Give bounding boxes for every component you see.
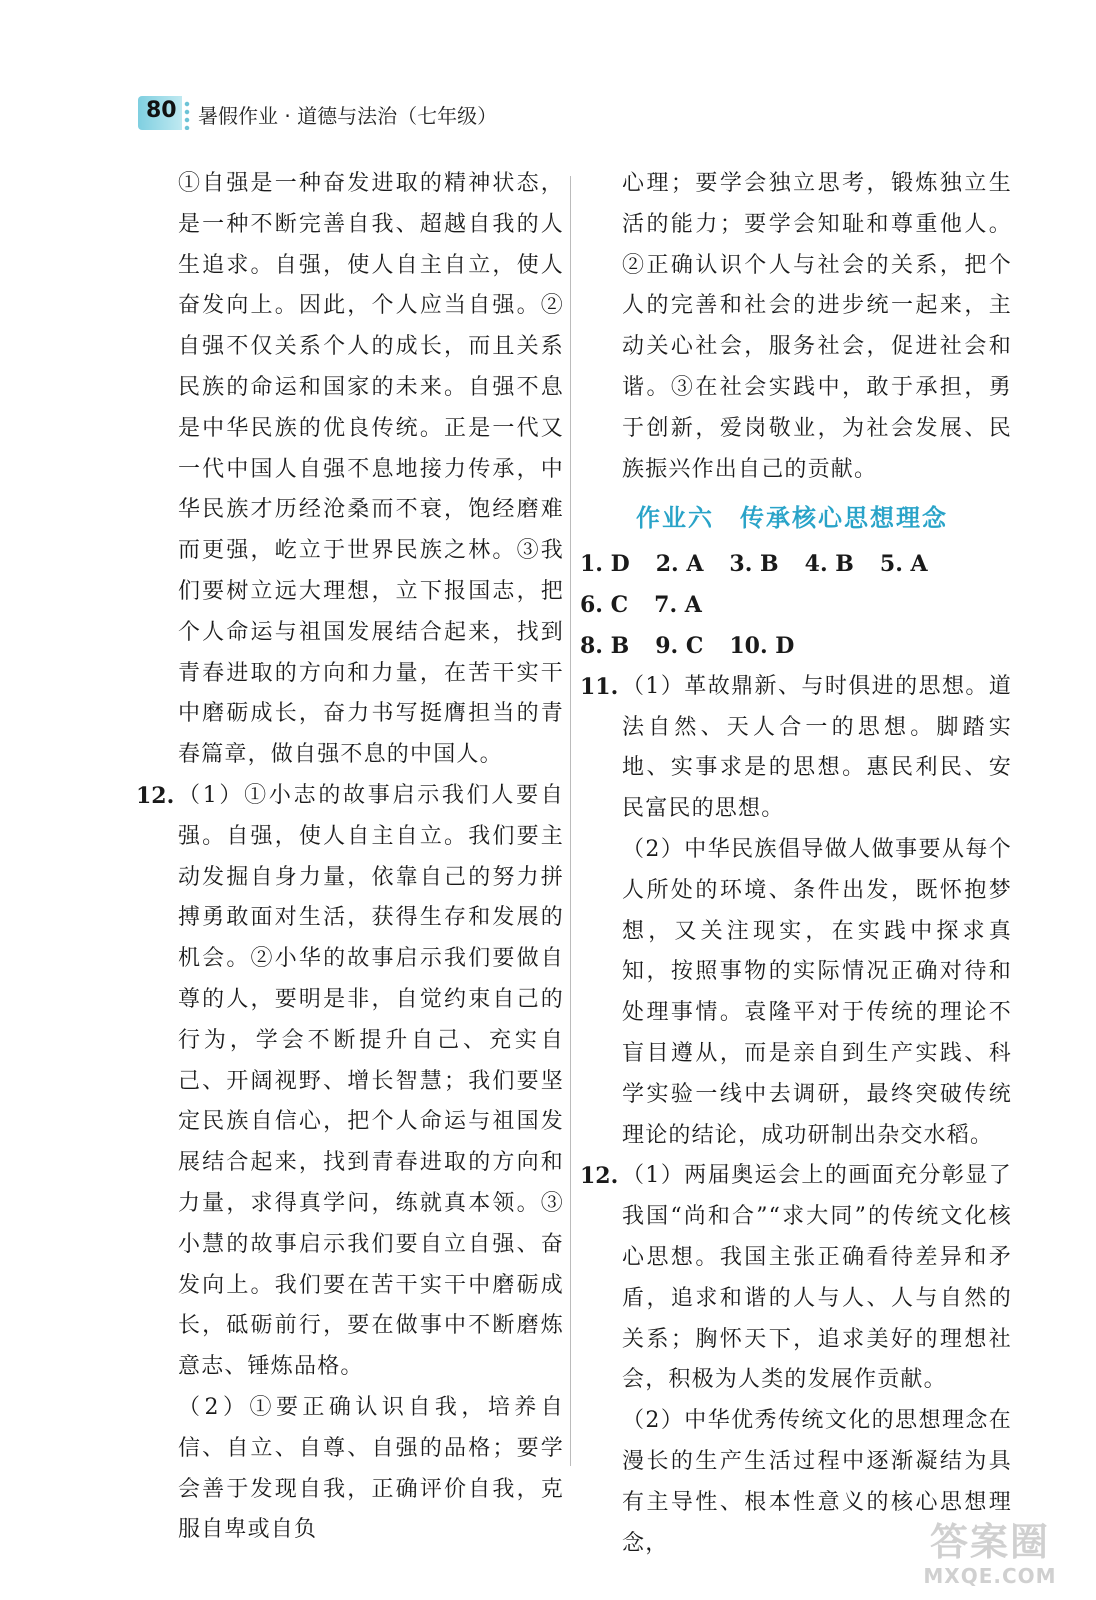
right-question-11	[580, 667, 1012, 830]
q12-part2-text: （2）①要正确认识自我，培养自信、自立、自尊、自强的品格；要学会善于发现自我，正确评价自我，克服自卑或自负	[178, 1394, 564, 1543]
left-intro-paragraph: ①自强是一种奋发进取的精神状态，是一种不断完善自我、超越自我的人生追求。自强，使人自主自立，使人奋发向上。因此，个人应当自强。②自强不仅关系个人的成长，而且关系民族的命运和国家的未来。自强不息是中华民族的优良传统。正是一代又一代中国人自强不息地接力传承，中华民族才历经沧桑而不衰，饱经磨难而更强，屹立于世界民族之林。③我们要树立远大理想，立下报国志，把个人命运与祖国发展结合起来，找到青春进取的方向和力量，在苦干实干中磨砺成长，奋力书写挺膺担当的青春篇章，做自强不息的中国人。	[178, 171, 564, 768]
page-header	[138, 88, 638, 134]
q11-part1-text: （1）革故鼎新、与时俱进的思想。道法自然、天人合一的思想。脚踏实地、实事求是的思想。惠民利民、安民富民的思想。	[622, 673, 1012, 822]
q12-part1-text: （1）①小志的故事启示我们人要自强。自强，使人自主自立。我们要主动发掘自身力量，依靠自己的努力拼搏勇敢面对生活，获得生存和发展的机会。②小华的故事启示我们要做自尊的人，要明是非，自觉约束自己的行为，学会不断提升自己、充实自己、开阔视野、增长智慧；我们要坚定民族自信心，把个人命运与祖国发展结合起来，找到青春进取的方向和力量，求得真学问，练就真本领。③小慧的故事启示我们要自立自强、奋发向上。我们要在苦干实干中磨砺成长，砥砺前行，要在做事中不断磨炼意志、锤炼品格。	[178, 782, 564, 1380]
book-title: 暑假作业 · 道德与法治（七年级）	[198, 104, 498, 128]
right-continuation-paragraph: 心理；要学会独立思考，锻炼独立生活的能力；要学会知耻和尊重他人。②正确认识个人与社会的关系，把个人的完善和社会的进步统一起来，主动关心社会，服务社会，促进社会和谐。③在社会实践中，敢于承担，勇于创新，爱岗敬业，为社会发展、民族振兴作出自己的贡献。	[622, 171, 1012, 482]
answer: 2. A	[655, 551, 704, 578]
dotted-divider	[182, 100, 192, 130]
answer: 9. C	[655, 632, 704, 659]
section-title: 作业六 传承核心思想理念	[636, 504, 948, 533]
site-watermark	[910, 1520, 1070, 1590]
answer: 7. A	[654, 592, 702, 619]
right-question-12	[580, 1156, 1012, 1401]
left-column	[136, 164, 564, 1551]
right-q12-part2-text: （2）中华优秀传统文化的思想理念在漫长的生产生活过程中逐渐凝结为具有主导性、根本性意义的核心思想理念，	[622, 1408, 1012, 1556]
right-q12-part1-text: （1）两届奥运会上的画面充分彰显了我国“尚和合”“求大同”的传统文化核心思想。我国主张正确看待差异和矛盾，追求和谐的人与人、人与自然的关系；胸怀天下，追求美好的理想社会，积极为人类的发展作贡献。	[622, 1163, 1012, 1393]
answers-row-1	[580, 544, 1012, 626]
page-number: 80	[146, 98, 177, 123]
answer: 4. B	[804, 551, 854, 578]
watermark-url: MXQE.COM	[923, 1564, 1057, 1588]
answer: 8. B	[580, 632, 630, 659]
question-number: 12.	[580, 1163, 619, 1190]
question-number: 11.	[580, 673, 619, 700]
answer: 1. D	[580, 551, 630, 578]
answer: 10. D	[729, 632, 795, 659]
q11-part2-text: （2）中华民族倡导做人做事要从每个人所处的环境、条件出发，既怀抱梦想，又关注现实，在实践中探求真知，按照事物的实际情况正确对待和处理事情。袁隆平对于传统的理论不盲目遵从，而是亲自到生产实践、科学实验一线中去调研，最终突破传统理论的结论，成功研制出杂交水稻。	[622, 836, 1012, 1148]
left-question-12	[136, 776, 564, 1388]
answers-row-2	[580, 626, 1012, 667]
column-divider	[570, 176, 571, 1466]
question-number: 12.	[136, 782, 175, 809]
answer: 5. A	[879, 551, 928, 578]
watermark-logo: 答案圈	[929, 1520, 1050, 1564]
answer: 6. C	[580, 592, 629, 619]
right-column	[580, 164, 1012, 1564]
answer: 3. B	[729, 551, 779, 578]
